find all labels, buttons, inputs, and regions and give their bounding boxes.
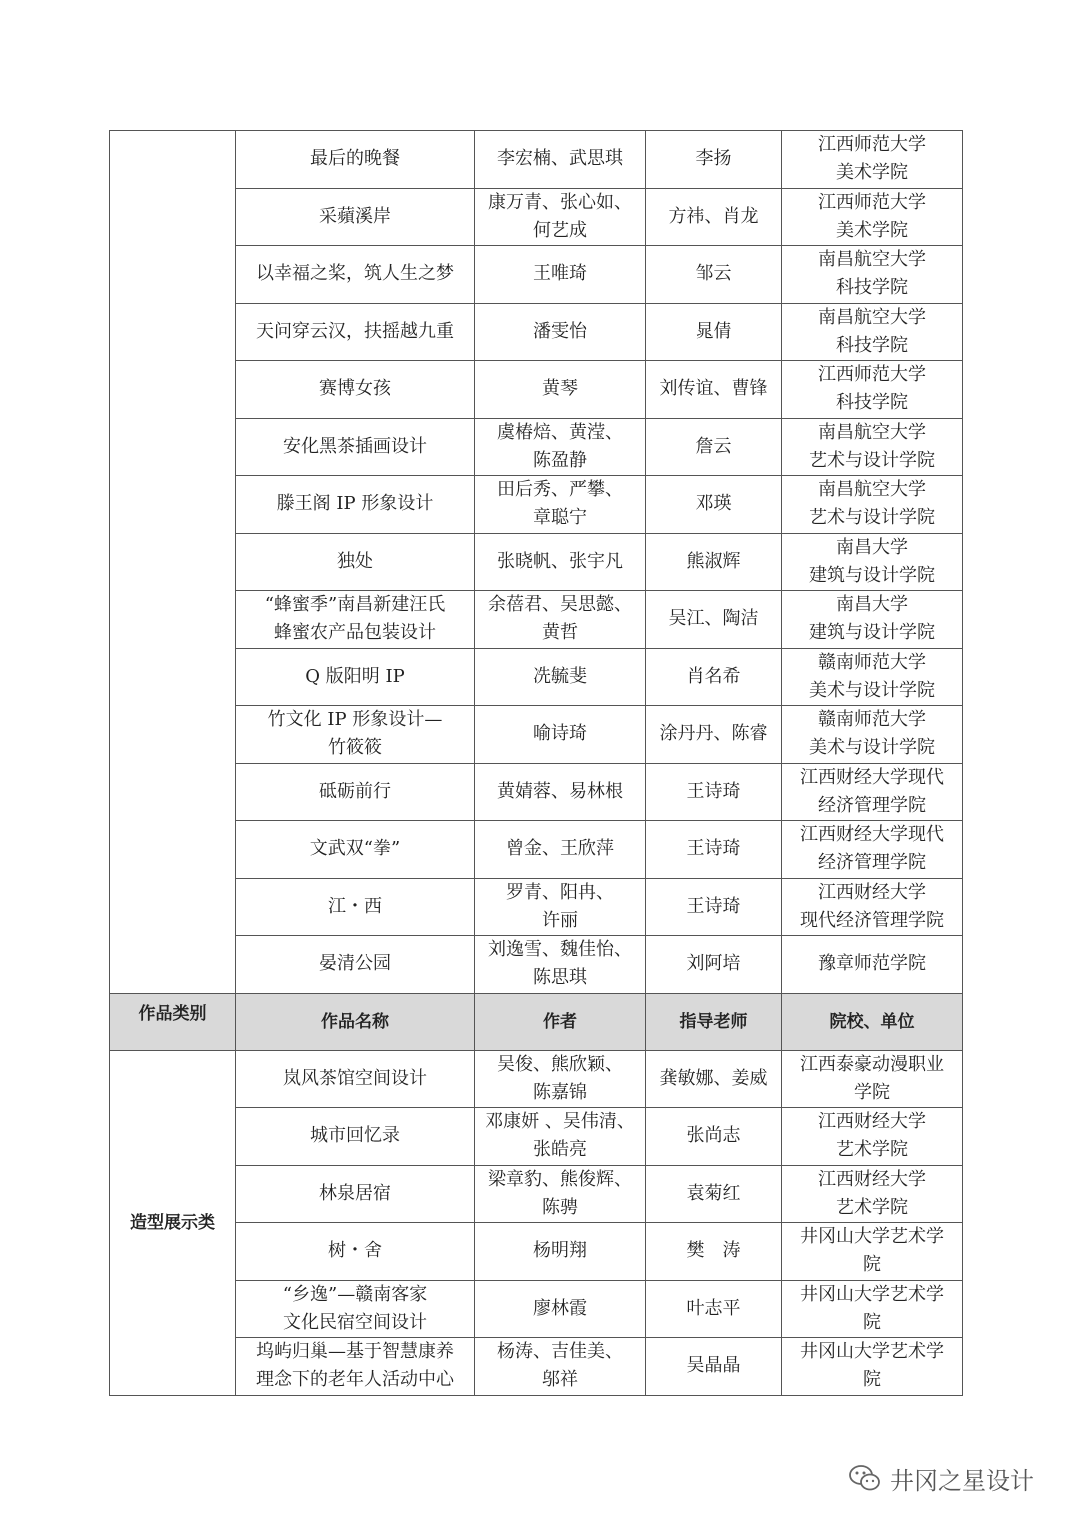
school-cell bbox=[782, 878, 963, 936]
cell-line: 樊 涛 bbox=[686, 1240, 741, 1262]
school-cell bbox=[782, 706, 963, 764]
cell-line: 江西师范大学 bbox=[818, 191, 926, 213]
cell-line: 井冈山大学艺术学 bbox=[800, 1226, 944, 1248]
work-name-cell bbox=[236, 878, 475, 936]
cell-line: 王诗琦 bbox=[686, 780, 741, 802]
cell-line: 田后秀、严攀、 bbox=[497, 479, 623, 501]
school-cell bbox=[782, 476, 963, 534]
teacher-cell bbox=[646, 1108, 782, 1166]
cell-line: 刘阿培 bbox=[686, 953, 741, 975]
cell-line: 坞屿归巢—基于智慧康养 bbox=[256, 1341, 454, 1363]
teacher-cell bbox=[646, 706, 782, 764]
cell-line: 何艺成 bbox=[533, 219, 587, 241]
category-cell: 造型展示类 bbox=[110, 1050, 236, 1395]
work-name-cell bbox=[236, 936, 475, 994]
cell-line: “蜂蜜季”南昌新建汪氏 bbox=[264, 594, 446, 616]
cell-line: 邹云 bbox=[695, 263, 732, 285]
cell-line: 最后的晚餐 bbox=[310, 148, 400, 170]
teacher-cell bbox=[646, 1280, 782, 1338]
cell-line: 豫章师范学院 bbox=[818, 953, 926, 975]
table-row bbox=[110, 936, 963, 994]
table-row bbox=[110, 131, 963, 189]
school-cell bbox=[782, 936, 963, 994]
teacher-cell bbox=[646, 418, 782, 476]
school-cell bbox=[782, 303, 963, 361]
cell-line: 城市回忆录 bbox=[310, 1125, 400, 1147]
cell-line: 江西师范大学 bbox=[818, 134, 926, 156]
author-cell bbox=[475, 131, 646, 189]
header-category: 作品类别 bbox=[110, 993, 236, 1050]
cell-line: 李扬 bbox=[695, 148, 732, 170]
work-name-cell bbox=[236, 1338, 475, 1396]
cell-line: 竹筱筱 bbox=[328, 737, 382, 759]
cell-line: Q 版阳明 IP bbox=[305, 665, 405, 687]
author-cell bbox=[475, 1223, 646, 1281]
work-name-cell bbox=[236, 1108, 475, 1166]
work-name-cell bbox=[236, 1223, 475, 1281]
cell-line: 艺术与设计学院 bbox=[809, 507, 935, 529]
table-header-row bbox=[110, 993, 963, 1050]
school-cell bbox=[782, 361, 963, 419]
header-teacher: 指导老师 bbox=[646, 993, 782, 1050]
cell-line: 廖林霞 bbox=[533, 1297, 587, 1319]
cell-line: 虞椿焙、黄滢、 bbox=[497, 421, 623, 443]
cell-line: 邓康妍 、吴伟清、 bbox=[485, 1111, 635, 1133]
cell-line: 江西财经大学 bbox=[818, 881, 926, 903]
cell-line: 科技学院 bbox=[836, 277, 908, 299]
work-name-cell bbox=[236, 246, 475, 304]
author-cell bbox=[475, 533, 646, 591]
school-cell bbox=[782, 1280, 963, 1338]
watermark bbox=[848, 1458, 1034, 1498]
work-name-cell bbox=[236, 361, 475, 419]
cell-line: 梁章豹、熊俊辉、 bbox=[488, 1168, 632, 1190]
table-row bbox=[110, 361, 963, 419]
teacher-cell bbox=[646, 936, 782, 994]
cell-line: 江西财经大学 bbox=[818, 1168, 926, 1190]
cell-line: “乡逸”—赣南客家 bbox=[282, 1283, 428, 1305]
table-row bbox=[110, 1338, 963, 1396]
teacher-cell bbox=[646, 476, 782, 534]
teacher-cell bbox=[646, 1050, 782, 1108]
cell-line: 邬祥 bbox=[542, 1369, 578, 1391]
author-cell bbox=[475, 763, 646, 821]
cell-line: 美术与设计学院 bbox=[809, 679, 935, 701]
cell-line: 晁倩 bbox=[695, 320, 732, 342]
cell-line: 院 bbox=[863, 1311, 881, 1333]
cell-line: 赣南师范大学 bbox=[818, 651, 926, 673]
table-row bbox=[110, 763, 963, 821]
cell-line: 竹文化 IP 形象设计— bbox=[267, 709, 443, 731]
cell-line: 树・舍 bbox=[328, 1240, 382, 1262]
cell-line: 以幸福之桨，筑人生之梦 bbox=[256, 263, 454, 285]
work-name-cell bbox=[236, 591, 475, 649]
cell-line: 康万青、张心如、 bbox=[488, 191, 632, 213]
author-cell bbox=[475, 246, 646, 304]
table-row bbox=[110, 1165, 963, 1223]
work-name-cell bbox=[236, 706, 475, 764]
cell-line: 涂丹丹、陈睿 bbox=[659, 723, 768, 745]
cell-line: 南昌航空大学 bbox=[818, 249, 926, 271]
teacher-cell bbox=[646, 878, 782, 936]
cell-line: 喻诗琦 bbox=[533, 723, 587, 745]
cell-line: 邓瑛 bbox=[695, 493, 732, 515]
table-row bbox=[110, 1280, 963, 1338]
award-table bbox=[109, 130, 963, 1396]
table-row bbox=[110, 533, 963, 591]
school-cell bbox=[782, 1108, 963, 1166]
table-row bbox=[110, 1050, 963, 1108]
cell-line: 理念下的老年人活动中心 bbox=[256, 1369, 454, 1391]
cell-line: 李宏楠、武思琪 bbox=[497, 148, 623, 170]
cell-line: 院 bbox=[863, 1369, 881, 1391]
cell-line: 采蘋溪岸 bbox=[319, 205, 391, 227]
cell-line: 罗青、阳冉、 bbox=[506, 881, 614, 903]
cell-line: 冼毓斐 bbox=[533, 665, 587, 687]
work-name-cell bbox=[236, 763, 475, 821]
author-cell bbox=[475, 1108, 646, 1166]
cell-line: 现代经济管理学院 bbox=[800, 909, 944, 931]
cell-line: 美术与设计学院 bbox=[809, 737, 935, 759]
author-cell bbox=[475, 1050, 646, 1108]
cell-line: 科技学院 bbox=[836, 392, 908, 414]
work-name-cell bbox=[236, 476, 475, 534]
teacher-cell bbox=[646, 1223, 782, 1281]
cell-line: 许丽 bbox=[542, 909, 578, 931]
cell-line: 江西财经大学现代 bbox=[800, 766, 944, 788]
cell-line: 江西财经大学 bbox=[818, 1111, 926, 1133]
teacher-cell bbox=[646, 188, 782, 246]
cell-line: 井冈山大学艺术学 bbox=[800, 1283, 944, 1305]
work-name-cell bbox=[236, 1165, 475, 1223]
school-cell bbox=[782, 821, 963, 879]
table-row bbox=[110, 1108, 963, 1166]
author-cell bbox=[475, 188, 646, 246]
work-name-cell bbox=[236, 188, 475, 246]
cell-line: 天问穿云汉，扶摇越九重 bbox=[256, 320, 454, 342]
author-cell bbox=[475, 1338, 646, 1396]
author-cell bbox=[475, 1280, 646, 1338]
cell-line: 南昌航空大学 bbox=[818, 479, 926, 501]
table-row bbox=[110, 418, 963, 476]
cell-line: 南昌航空大学 bbox=[818, 306, 926, 328]
cell-line: 刘逸雪、魏佳怡、 bbox=[488, 939, 632, 961]
cell-line: 潘雯怡 bbox=[533, 320, 587, 342]
cell-line: 经济管理学院 bbox=[818, 852, 926, 874]
cell-line: 王诗琦 bbox=[686, 838, 741, 860]
cell-line: 陈嘉锦 bbox=[533, 1081, 587, 1103]
cell-line: 黄琴 bbox=[542, 378, 578, 400]
cell-line: 晏清公园 bbox=[319, 953, 391, 975]
author-cell bbox=[475, 821, 646, 879]
work-name-cell bbox=[236, 821, 475, 879]
cell-line: 文化民宿空间设计 bbox=[283, 1311, 427, 1333]
work-name-cell bbox=[236, 1050, 475, 1108]
table-row bbox=[110, 303, 963, 361]
cell-line: 陈骋 bbox=[542, 1196, 578, 1218]
work-name-cell bbox=[236, 648, 475, 706]
work-name-cell bbox=[236, 303, 475, 361]
teacher-cell bbox=[646, 1165, 782, 1223]
author-cell bbox=[475, 936, 646, 994]
cell-line: 南昌大学 bbox=[836, 594, 908, 616]
cell-line: 吴晶晶 bbox=[686, 1355, 741, 1377]
work-name-cell bbox=[236, 418, 475, 476]
cell-line: 南昌航空大学 bbox=[818, 421, 926, 443]
cell-line: 艺术学院 bbox=[836, 1139, 908, 1161]
cell-line: 美术学院 bbox=[836, 162, 908, 184]
cell-line: 林泉居宿 bbox=[319, 1182, 391, 1204]
teacher-cell bbox=[646, 303, 782, 361]
table-row bbox=[110, 821, 963, 879]
school-cell bbox=[782, 418, 963, 476]
author-cell bbox=[475, 878, 646, 936]
cell-line: 詹云 bbox=[695, 435, 732, 457]
author-cell bbox=[475, 361, 646, 419]
cell-line: 王唯琦 bbox=[533, 263, 587, 285]
work-name-cell bbox=[236, 533, 475, 591]
cell-line: 章聪宁 bbox=[533, 507, 587, 529]
cell-line: 建筑与设计学院 bbox=[809, 622, 935, 644]
cell-line: 江西泰豪动漫职业 bbox=[800, 1053, 944, 1075]
cell-line: 方祎、肖龙 bbox=[668, 205, 759, 227]
table-row bbox=[110, 591, 963, 649]
header-work-name: 作品名称 bbox=[236, 993, 475, 1050]
teacher-cell bbox=[646, 821, 782, 879]
cell-line: 张晓帆、张宇凡 bbox=[497, 550, 623, 572]
school-cell bbox=[782, 188, 963, 246]
work-name-cell bbox=[236, 131, 475, 189]
school-cell bbox=[782, 591, 963, 649]
cell-line: 王诗琦 bbox=[686, 895, 741, 917]
cell-line: 叶志平 bbox=[686, 1297, 741, 1319]
school-cell bbox=[782, 1165, 963, 1223]
table-row bbox=[110, 878, 963, 936]
table-row bbox=[110, 648, 963, 706]
cell-line: 南昌大学 bbox=[836, 536, 908, 558]
author-cell bbox=[475, 591, 646, 649]
header-school: 院校、单位 bbox=[782, 993, 963, 1050]
cell-line: 黄婧蓉、易林根 bbox=[497, 780, 623, 802]
table-row bbox=[110, 706, 963, 764]
table-row bbox=[110, 188, 963, 246]
cell-line: 张尚志 bbox=[686, 1125, 741, 1147]
cell-line: 江西师范大学 bbox=[818, 364, 926, 386]
cell-line: 安化黑茶插画设计 bbox=[283, 435, 427, 457]
author-cell bbox=[475, 1165, 646, 1223]
cell-line: 江西财经大学现代 bbox=[800, 824, 944, 846]
cell-line: 杨明翔 bbox=[533, 1240, 587, 1262]
cell-line: 赣南师范大学 bbox=[818, 709, 926, 731]
cell-line: 建筑与设计学院 bbox=[809, 564, 935, 586]
table-row bbox=[110, 246, 963, 304]
cell-line: 张皓亮 bbox=[533, 1139, 587, 1161]
cell-line: 熊淑辉 bbox=[686, 550, 741, 572]
cell-line: 曾金、王欣萍 bbox=[506, 838, 614, 860]
cell-line: 黄哲 bbox=[542, 622, 578, 644]
cell-line: 陈思琪 bbox=[533, 967, 587, 989]
cell-line: 余蓓君、吴思懿、 bbox=[488, 594, 632, 616]
school-cell bbox=[782, 648, 963, 706]
wechat-icon bbox=[848, 1463, 882, 1493]
cell-line: 江・西 bbox=[328, 895, 382, 917]
cell-line: 艺术与设计学院 bbox=[809, 449, 935, 471]
teacher-cell bbox=[646, 1338, 782, 1396]
cell-line: 砥砺前行 bbox=[319, 780, 391, 802]
cell-line: 吴俊、熊欣颖、 bbox=[497, 1053, 623, 1075]
cell-line: 艺术学院 bbox=[836, 1196, 908, 1218]
cell-line: 刘传谊、曹锋 bbox=[659, 378, 768, 400]
cell-line: 美术学院 bbox=[836, 219, 908, 241]
category-cell-empty bbox=[110, 131, 236, 994]
cell-line: 蜂蜜农产品包装设计 bbox=[274, 622, 436, 644]
cell-line: 经济管理学院 bbox=[818, 794, 926, 816]
cell-line: 杨涛、吉佳美、 bbox=[497, 1341, 623, 1363]
school-cell bbox=[782, 533, 963, 591]
table-row bbox=[110, 1223, 963, 1281]
teacher-cell bbox=[646, 361, 782, 419]
teacher-cell bbox=[646, 763, 782, 821]
cell-line: 赛博女孩 bbox=[319, 378, 391, 400]
school-cell bbox=[782, 763, 963, 821]
table-row bbox=[110, 476, 963, 534]
cell-line: 陈盈静 bbox=[533, 449, 587, 471]
school-cell bbox=[782, 131, 963, 189]
work-name-cell bbox=[236, 1280, 475, 1338]
school-cell bbox=[782, 1338, 963, 1396]
cell-line: 科技学院 bbox=[836, 334, 908, 356]
author-cell bbox=[475, 303, 646, 361]
award-table-body bbox=[110, 131, 963, 1396]
author-cell bbox=[475, 706, 646, 764]
cell-line: 龚敏娜、姜威 bbox=[659, 1067, 768, 1089]
teacher-cell bbox=[646, 533, 782, 591]
teacher-cell bbox=[646, 131, 782, 189]
author-cell bbox=[475, 476, 646, 534]
cell-line: 吴江、陶洁 bbox=[668, 608, 759, 630]
header-author: 作者 bbox=[475, 993, 646, 1050]
school-cell bbox=[782, 246, 963, 304]
school-cell bbox=[782, 1050, 963, 1108]
cell-line: 文武双“拳” bbox=[309, 838, 401, 860]
cell-line: 袁菊红 bbox=[686, 1182, 741, 1204]
cell-line: 肖名希 bbox=[686, 665, 741, 687]
cell-line: 学院 bbox=[854, 1081, 890, 1103]
author-cell bbox=[475, 648, 646, 706]
teacher-cell bbox=[646, 246, 782, 304]
teacher-cell bbox=[646, 591, 782, 649]
author-cell bbox=[475, 418, 646, 476]
cell-line: 井冈山大学艺术学 bbox=[800, 1341, 944, 1363]
cell-line: 院 bbox=[863, 1254, 881, 1276]
school-cell bbox=[782, 1223, 963, 1281]
cell-line: 岚风茶馆空间设计 bbox=[283, 1067, 427, 1089]
watermark-text: 井冈之星设计 bbox=[890, 1466, 1034, 1495]
cell-line: 独处 bbox=[337, 550, 373, 572]
teacher-cell bbox=[646, 648, 782, 706]
cell-line: 滕王阁 IP 形象设计 bbox=[276, 493, 434, 515]
